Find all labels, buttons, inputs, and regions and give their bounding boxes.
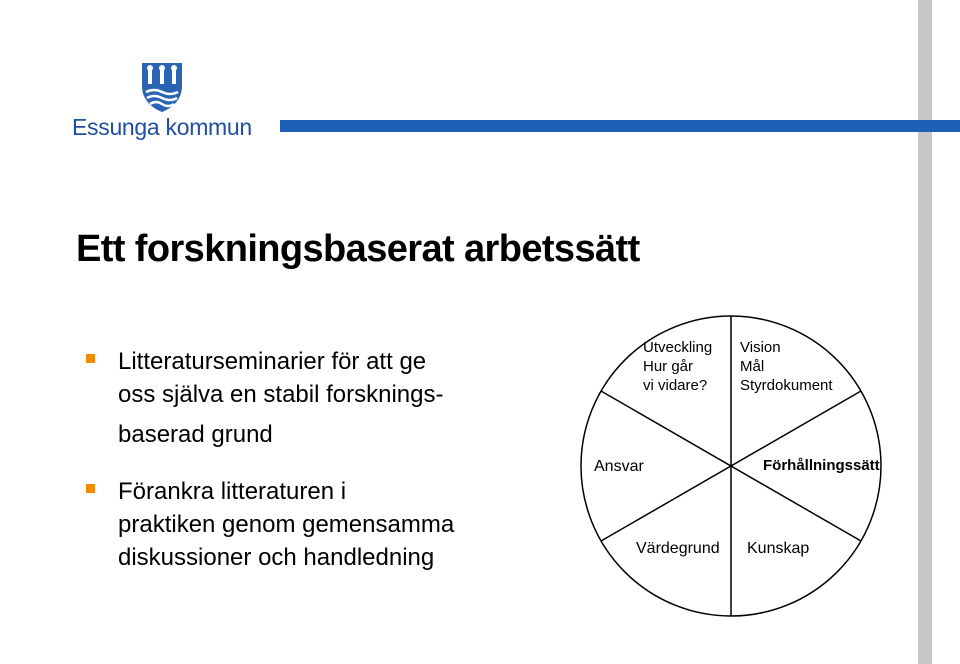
right-edge-stripe — [918, 0, 932, 664]
value-wheel — [570, 298, 890, 636]
segment-kunskap: Kunskap — [747, 540, 810, 557]
bullet-line: baserad grund — [118, 421, 273, 448]
bullet-line: Litteraturseminarier för att ge — [118, 348, 427, 375]
segment-forhallningssatt: Förhållningssätt — [763, 457, 880, 474]
logo-text: Essunga kommun — [72, 114, 252, 140]
bullet-item — [84, 475, 554, 574]
bullet-line: praktiken genom gemensamma — [118, 511, 455, 538]
bullet-line: Förankra litteraturen i — [118, 478, 347, 505]
bullet-line: diskussioner och handledning — [118, 544, 435, 571]
coat-of-arms-icon — [142, 63, 182, 112]
segment-ansvar: Ansvar — [594, 458, 644, 475]
segment-vision: Vision Mål Styrdokument — [740, 339, 833, 394]
slide-title: Ett forskningsbaserat arbetssätt — [76, 228, 640, 270]
brand-bar — [280, 120, 960, 132]
segment-vardegrund: Värdegrund — [636, 540, 720, 557]
segment-utveckling: Utveckling Hur går vi vidare? — [643, 339, 713, 394]
square-bullet-icon — [86, 484, 95, 493]
bullet-line: oss själva en stabil forsknings- — [118, 381, 444, 408]
bullet-list — [84, 345, 554, 574]
bullet-item — [84, 345, 554, 451]
square-bullet-icon — [86, 354, 95, 363]
